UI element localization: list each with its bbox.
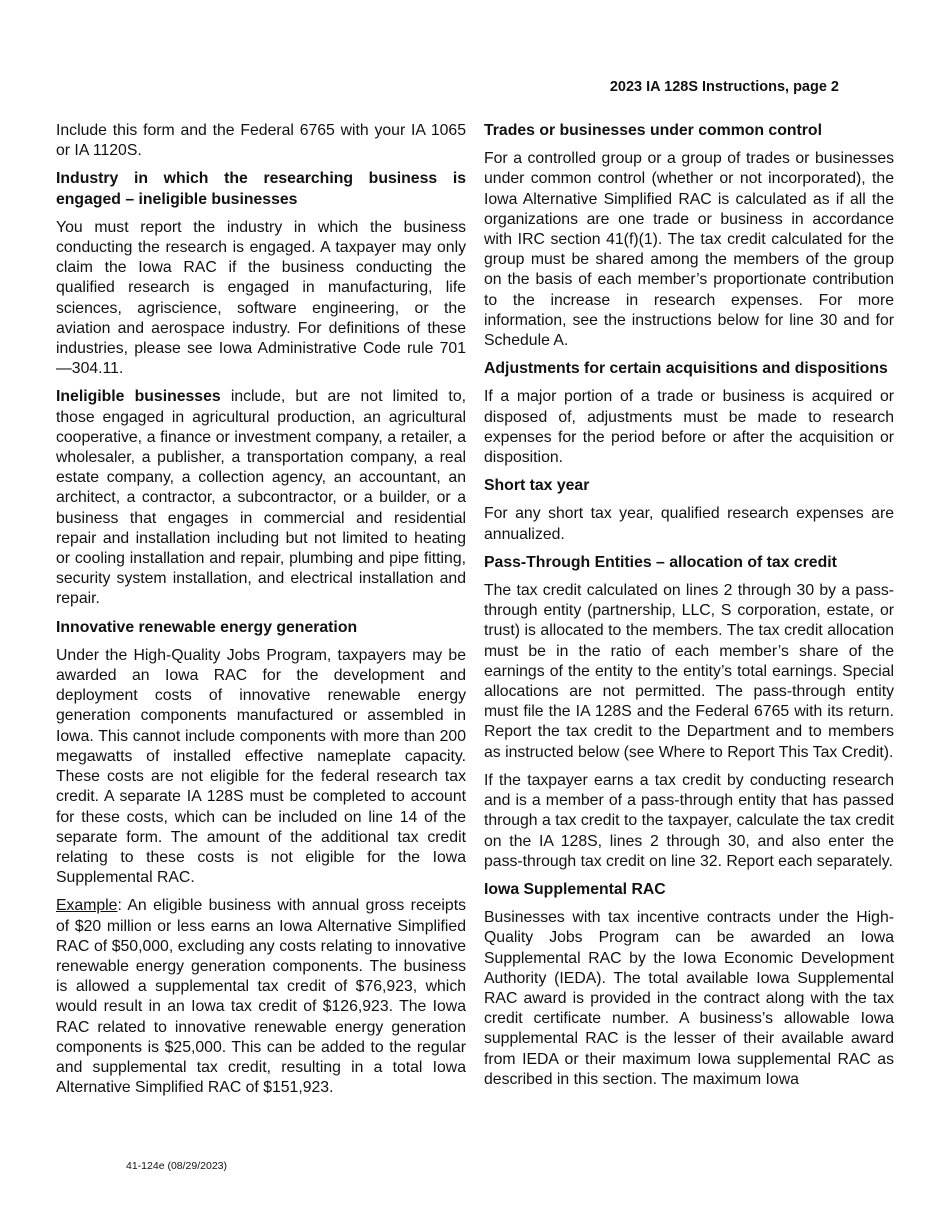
ineligible-paragraph — [56, 387, 466, 609]
example-label: Example — [56, 897, 118, 915]
common-control-heading: Trades or businesses under common control — [484, 122, 822, 139]
renewable-paragraph: Under the High-Quality Jobs Program, taxpayers may be awarded an Iowa RAC for the development and deployment costs of innovative renewable energy generation components manufactured or assembled in Iowa. This cannot include components with more than 200 megawatts of installed effective nameplate capacity. These costs are not eligible for the federal research tax credit. A separate IA 128S must be completed to account for these costs, which can be included on line 14 of the separate form. The amount of the additional tax credit relating to these costs is not eligible for the Iowa Supplemental RAC. — [56, 646, 466, 887]
short-tax-year-heading: Short tax year — [484, 477, 590, 495]
industry-heading: Industry in which the researching business is engaged – ineligible businesses — [56, 170, 466, 208]
left-column — [56, 121, 466, 1106]
ineligible-text: include, but are not limited to, those engaged in agricultural production, an agricultural cooperative, a finance or investment company, a retailer, a wholesaler, a publisher, a transportation company, a real estate company, a collection agency, an accountant, an architect, a contractor, a subcontractor, or a builder, or a business that engages in commercial and residential repair and installation including but not limited to heating or cooling installation and repair, plumbing and pipe fitting, security system installation, and electrical installation and repair. — [56, 388, 466, 608]
pass-through-paragraph-2: If the taxpayer earns a tax credit by conducting research and is a member of a pass-through entity that has passed through a tax credit to the taxpayer, calculate the tax credit on the IA 128S, lines 2 through 30, and also enter the pass-through tax credit on line 32. Report each separately. — [484, 771, 894, 870]
example-text: : An eligible business with annual gross receipts of $20 million or less earns an Iowa Alternative Simplified RAC of $50,000, excluding any costs relating to innovative renewable energy generation components. The business is allowed a supplemental tax credit of $76,923, which would result in an Iowa tax credit of $126,923. The Iowa RAC related to innovative renewable energy generation components is $25,000. This can be added to the regular and supplemental tax credit, resulting in a total Iowa Alternative Simplified RAC of $151,923. — [56, 897, 466, 1097]
industry-paragraph: You must report the industry in which the business conducting the research is engaged. A taxpayer may only claim the Iowa RAC if the business conducting the qualified research is engaged in manufacturing, life sciences, agriscience, software engineering, or the aviation and aerospace industry. For definitions of these industries, please see Iowa Administrative Code rule 701—304.11. — [56, 218, 466, 378]
supplemental-rac-heading: Iowa Supplemental RAC — [484, 880, 666, 898]
renewable-heading: Innovative renewable energy generation — [56, 618, 358, 636]
short-tax-year-paragraph: For any short tax year, qualified research expenses are annualized. — [484, 505, 894, 543]
right-column — [484, 121, 894, 1098]
pass-through-heading: Pass-Through Entities – allocation of tax credit — [484, 553, 837, 571]
adjustments-heading: Adjustments for certain acquisitions and dispositions — [484, 360, 888, 378]
adjustments-paragraph: If a major portion of a trade or business is acquired or disposed of, adjustments must be made to research expenses for the period before or after the acquisition or disposition. — [484, 388, 894, 467]
form-number-footer: 41-124e (08/29/2023) — [126, 1160, 227, 1172]
common-control-paragraph: For a controlled group or a group of trades or businesses under common control (whether or not incorporated), the Iowa Alternative Simplified RAC is calculated as if all the organizations are one trade or business in accordance with IRC section 41(f)(1). The tax credit calculated for the group must be shared among the members of the group on the basis of each member’s proportionate contribution to the increase in research expenses. For more information, see the instructions below for line 30 and for Schedule A. — [484, 150, 894, 350]
page-header: 2023 IA 128S Instructions, page 2 — [609, 79, 839, 95]
ineligible-lead: Ineligible businesses — [56, 388, 221, 406]
supplemental-rac-paragraph: Businesses with tax incentive contracts under the High-Quality Jobs Program can be awarded an Iowa Supplemental RAC by the Iowa Economic Development Authority (IEDA). The total available Iowa Supplemental RAC award is provided in the contract along with the tax credit certificate number. A business’s allowable Iowa supplemental RAC is the lesser of their available award from IEDA or their maximum Iowa supplemental RAC as described in this section. The maximum Iowa — [484, 909, 894, 1088]
intro-paragraph: Include this form and the Federal 6765 with your IA 1065 or IA 1120S. — [56, 122, 466, 160]
pass-through-paragraph-1: The tax credit calculated on lines 2 through 30 by a pass-through entity (partnership, LLC, S corporation, estate, or trust) is allocated to the members. The tax credit allocation must be in the ratio of each member’s share of the earnings of the entity to the entity’s total earnings. Special allocations are not permitted. The pass-through entity must file the IA 128S and the Federal 6765 with its return. Report the tax credit to the Department and to members as instructed below (see Where to Report This Tax Credit). — [484, 582, 894, 761]
example-paragraph — [56, 896, 466, 1098]
